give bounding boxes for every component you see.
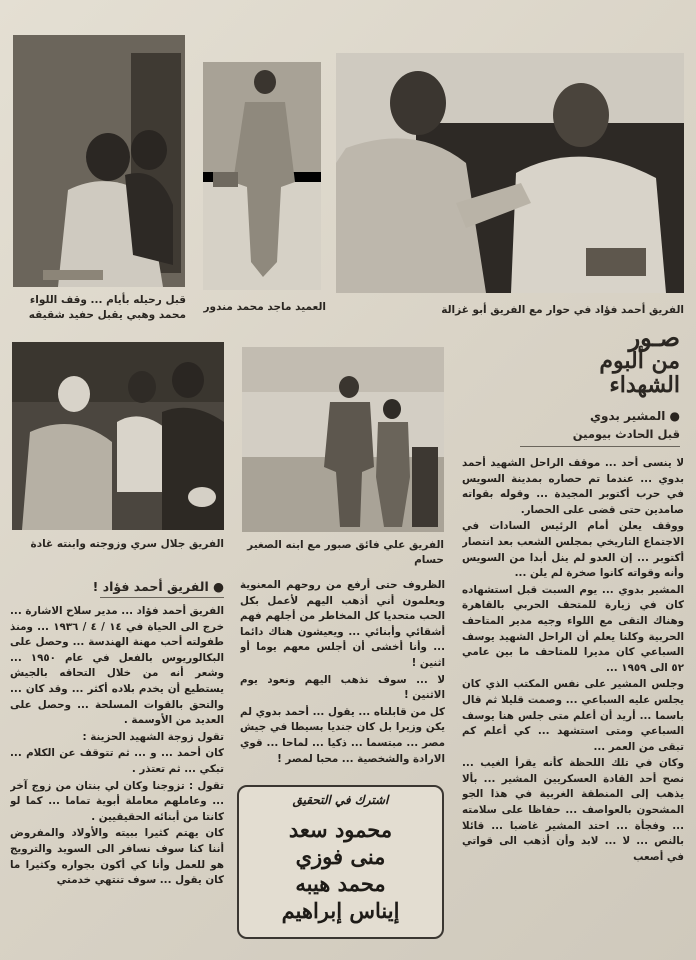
- fouad-paragraph: تقول : تزوجنا وكان لي بنتان من زوج آخر ... وعاملهم معاملة أبوية تماما ... كما لو كانتا من أبنائه الحقيقيين .: [10, 779, 224, 823]
- middle-paragraph: لا ... سوف نذهب اليهم ونعود يوم الاثنين !: [240, 673, 445, 702]
- section-badawi-body: [462, 456, 684, 952]
- photo-top-left: [13, 35, 185, 287]
- caption-mid-middle: الفريق علي فائق صبور مع ابنه الصغير حسام: [247, 539, 444, 566]
- headline-line-2: من ألبوم: [599, 348, 680, 374]
- headline-line-1: صـور: [628, 323, 680, 352]
- section-fouad-rule: [100, 597, 224, 598]
- fouad-paragraph: كان أحمد ... و ... ثم تتوقف عن الكلام ... تبكي ... ثم تعتذر .: [10, 747, 224, 775]
- badawi-paragraph: ووقف يعلن أمام الرئيس السادات في الاجتماع التاريخي بمجلس الشعب بعد انتصار أكتوبر ... إن العدو لم ينل أبدا من السويس وأنه وقواته كانوا صخرة لم يلن ...: [462, 520, 684, 580]
- middle-paragraph: الظروف حتى أرفع من روحهم المعنوية ويعلمون أني أذهب اليهم لأعمل بكل الحب متحديا كل المخاطر من أجلهم فهم أشقائي وأبنائي ... ويعيشون هناك دائما ... وأنا أخشى أن أجلس معهم يوما أو اثنين !: [240, 579, 445, 669]
- section-badawi-subheading: قبل الحادث بيومين: [572, 427, 680, 441]
- photo-mid-middle: [242, 347, 444, 532]
- section-middle-body: [240, 578, 445, 778]
- fouad-paragraph: تقول زوجة الشهيد الحزينة :: [82, 730, 224, 743]
- middle-paragraph: كل من قابلناه ... يقول ... أحمد بدوي لم يكن وزيرا بل كان جنديا بسيطا في جيش مصر ... مبتسما ... ذكيا ... لماحا ... قوي الارادة والشخصية ... محبا لمصر !: [240, 705, 445, 765]
- participant-name: محمود سعد: [288, 817, 393, 842]
- participant-name: إيناس إبراهيم: [281, 898, 400, 923]
- participant-name: محمد هيبه: [295, 871, 386, 896]
- photo-top-middle: [203, 62, 321, 290]
- headline-line-3: الشهداء: [609, 372, 680, 398]
- badawi-paragraph: المشير بدوي ... يوم السبت قبل استشهاده كان في زيارة للمتحف الحربي بالقاهرة وهناك التقى مع اللواء وجيه مدير المتاحف الحربية وكلنا يعلم أن الراحل الشهيد يوسف السباعي كان مديرا للمتاحف ما بين عامي ٥٢ الى ١٩٥٩ ...: [462, 583, 684, 674]
- caption-top-left: قبل رحيله بأيام ... وقف اللواء محمد وهبي يقبل حفيد شقيقه: [28, 294, 186, 321]
- photo-top-right: [336, 53, 684, 293]
- caption-top-right: الفريق أحمد فؤاد في حوار مع الفريق أبو غزالة: [441, 304, 684, 316]
- fouad-paragraph: كان يهتم كثيرا ببيته والأولاد والمفروض أننا كنا سوف نسافر الى السويد والترويج هو للعمل وأنا كي أكون بجواره وكثيرا ما كان يقول ... سوف تنتهي خدمتي: [10, 827, 224, 887]
- participant-name: منى فوزي: [295, 844, 386, 869]
- badawi-paragraph: وجلس المشير على نفس المكتب الذي كان يجلس عليه السباعي ... وصمت قليلا ثم قال باسما ... أريد أن أعلم متى جلس هنا يوسف السباعي ومتى استشهد ... كي أعلم كم تبقى من العمر ...: [462, 678, 684, 753]
- badawi-paragraph: وكان في تلك اللحظة كأنه يقرأ الغيب ... نصح أحد القادة العسكريين المشير ... بألا يذهب إلى المنطقة الغربية في هذا الجو المشحون بالعواصف ... حفاظا على سلامته ... وفجأة ... احتد المشير غاضبا ... قائلا بالنص ... لا ... لابد وأن أذهب الى قواتي في أصعب: [462, 757, 684, 863]
- participants-box: [237, 785, 444, 939]
- section-badawi-rule: [520, 446, 680, 447]
- participants-heading: اشترك في التحقيق: [292, 793, 389, 807]
- caption-top-middle: العميد ماجد محمد مندور: [203, 301, 326, 313]
- badawi-paragraph: لا ينسى أحد ... موقف الراحل الشهيد أحمد بدوي ... عندما تم حصاره بمدينة السويس في حرب أكتوبر المجيدة ... وقوله بقواته صامدين حتى قضى على الحصار.: [462, 457, 684, 516]
- section-fouad-heading: ● الفريق أحمد فؤاد !: [92, 579, 224, 594]
- section-badawi-heading: ● المشير بدوي: [590, 409, 680, 423]
- caption-mid-left: الفريق جلال سري وزوجته وابنته غادة: [30, 538, 224, 550]
- photo-mid-left: [12, 342, 224, 530]
- fouad-paragraph: الفريق أحمد فؤاد ... مدير سلاح الاشارة ... خرج الى الحياة في ١٤ / ٤ / ١٩٣٦ ... ومنذ طفولته أحب مهنة الهندسة ... وحصل على البكالوريوس بالفعل في عام ١٩٥٠ ... وشعر أنه من خلال التحاقه بالجيش يستطيع أن يخدم بلاده أكثر ... وقد كان ... والتحق بالقوات المسلحة ... وحصل على العديد من الأوسمة .: [10, 605, 224, 727]
- section-fouad-body: [10, 604, 224, 952]
